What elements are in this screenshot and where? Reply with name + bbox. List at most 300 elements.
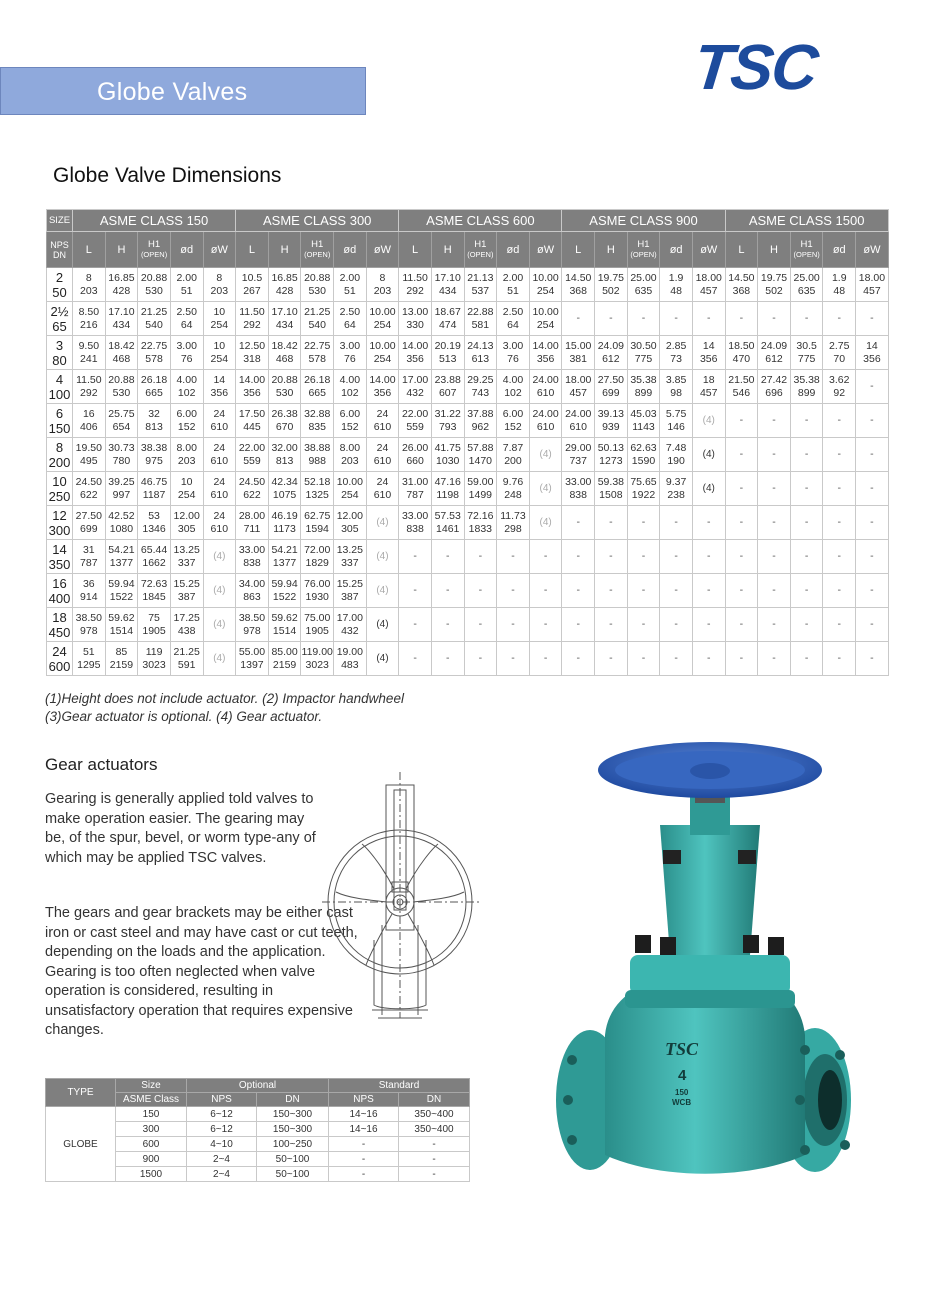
dimension-cell <box>236 336 269 370</box>
dn-value: 350 <box>48 556 71 572</box>
mm-value: 1514 <box>272 624 297 637</box>
dimension-cell <box>334 608 367 642</box>
inch-value: 50.13 <box>597 441 624 454</box>
class-header: ASME CLASS 600 <box>399 210 562 232</box>
dimension-cell <box>301 506 334 540</box>
mm-value: 92 <box>833 386 846 399</box>
column-header: H <box>431 232 464 268</box>
mm-value: 1273 <box>599 454 623 467</box>
inch-value: 2.85 <box>665 339 687 352</box>
inch-value: 52.18 <box>304 475 331 488</box>
h1-label: H1 <box>474 238 487 250</box>
inch-value: 25.75 <box>108 407 135 420</box>
inch-value: 65.44 <box>140 543 168 556</box>
dimension-cell <box>105 574 138 608</box>
mm-value: 483 <box>341 658 359 671</box>
mm-value: 610 <box>536 420 555 433</box>
inch-value: 5.75 <box>665 407 687 420</box>
size-cell <box>47 438 73 472</box>
h1-open-label: (OPEN) <box>630 249 657 259</box>
empty-cell: - <box>725 574 758 608</box>
inch-value: 6.00 <box>502 407 524 420</box>
dimension-cell <box>464 302 497 336</box>
mm-value: 152 <box>504 420 522 433</box>
gear-paragraph-1: Gearing is generally applied told valves to make operation easier. The gearing may be, of the spur, bevel, or worm type-any of which may be applied TSC valves. <box>45 791 316 866</box>
dimension-cell <box>236 642 269 676</box>
mm-value: 1522 <box>272 590 297 603</box>
empty-cell: - <box>856 302 889 336</box>
empty-cell: - <box>758 404 791 438</box>
inch-value: 54.21 <box>108 543 135 556</box>
empty-cell: - <box>627 608 660 642</box>
inch-value: 10.00 <box>532 305 559 318</box>
mm-value: 1829 <box>305 556 329 569</box>
inch-value: 57.53 <box>434 509 461 522</box>
dimension-cell <box>464 336 497 370</box>
inch-value: 22.88 <box>467 305 494 318</box>
mm-value: 1377 <box>109 556 134 569</box>
empty-cell: - <box>823 302 856 336</box>
inch-value: 12.50 <box>238 339 266 352</box>
dimension-cell <box>236 268 269 302</box>
gear-section-title: Gear actuators <box>45 755 158 774</box>
inch-value: 32.00 <box>271 441 298 454</box>
mm-value: 502 <box>765 284 783 297</box>
mm-value: 793 <box>438 420 457 433</box>
inch-value: 25.00 <box>630 271 657 284</box>
dimension-cell <box>334 642 367 676</box>
mm-value: 1833 <box>468 522 493 535</box>
nps-value: 2½ <box>50 303 69 319</box>
note-cell: (4) <box>203 608 236 642</box>
nps-value: 16 <box>52 575 67 591</box>
dimension-cell <box>725 268 758 302</box>
mm-value: 200 <box>504 454 522 467</box>
inch-value: 18.42 <box>108 339 135 352</box>
inch-value: 10.00 <box>369 339 396 352</box>
empty-cell: - <box>790 302 823 336</box>
inch-value: 14.00 <box>238 373 266 386</box>
mm-value: 76 <box>507 352 519 365</box>
dimension-cell <box>334 370 367 404</box>
table-row <box>47 302 889 336</box>
inch-value: 17.10 <box>108 305 135 318</box>
inch-value: 26.00 <box>401 441 429 454</box>
dn-value: 65 <box>52 318 67 334</box>
inch-value: 11.50 <box>239 305 265 318</box>
dimension-cell <box>562 438 595 472</box>
tsc-logo: TSC <box>690 31 820 103</box>
dimension-cell <box>203 336 236 370</box>
gear-cell: 150~300 <box>257 1107 329 1122</box>
mm-value: 428 <box>112 284 131 297</box>
mm-value: 654 <box>112 420 131 433</box>
inch-value: 10 <box>180 475 193 488</box>
mm-value: 330 <box>406 318 424 331</box>
inch-value: 33.00 <box>238 543 266 556</box>
dimension-cell <box>399 302 432 336</box>
mm-value: 997 <box>112 488 131 501</box>
h1-open-label: (OPEN) <box>467 249 494 259</box>
empty-cell: - <box>790 404 823 438</box>
dimension-cell <box>856 268 889 302</box>
inch-value: 17.50 <box>238 407 266 420</box>
inch-value: 31.22 <box>434 407 461 420</box>
dn-value: 250 <box>48 488 71 504</box>
dn-label: DN <box>53 249 66 260</box>
dimension-cell <box>268 336 301 370</box>
banner-title: Globe Valves <box>97 78 248 106</box>
dimension-cell <box>464 268 497 302</box>
mm-value: 1080 <box>109 522 134 535</box>
dimension-cell <box>170 608 203 642</box>
inch-value: 3.00 <box>339 339 361 352</box>
inch-value: 24.09 <box>760 339 788 352</box>
empty-cell: - <box>399 574 432 608</box>
gear-cell: 600 <box>116 1137 187 1152</box>
mm-value: 914 <box>80 590 98 603</box>
empty-cell: - <box>856 370 889 404</box>
mm-value: 665 <box>145 386 163 399</box>
size-cell <box>47 302 73 336</box>
dimension-cell <box>268 438 301 472</box>
dimension-cell <box>203 302 236 336</box>
inch-value: 17.25 <box>173 611 200 624</box>
size-header: Size <box>116 1079 187 1093</box>
mm-value: 102 <box>177 386 196 399</box>
inch-value: 8.50 <box>78 305 100 318</box>
mm-value: 1590 <box>631 454 656 467</box>
dimension-cell <box>595 472 628 506</box>
dimension-cell <box>268 302 301 336</box>
note-cell: (4) <box>203 574 236 608</box>
gear-cell: 350~400 <box>399 1122 470 1137</box>
dimension-cell <box>497 302 530 336</box>
dimension-cell <box>399 404 432 438</box>
inch-value: 21.25 <box>173 645 200 658</box>
dimension-cell <box>431 336 464 370</box>
empty-cell: - <box>790 472 823 506</box>
empty-cell: - <box>758 472 791 506</box>
inch-value: 34.00 <box>238 577 266 590</box>
gear-cell: - <box>399 1152 470 1167</box>
inch-value: 18 <box>702 373 715 386</box>
column-header <box>464 232 497 268</box>
dimension-cell <box>660 438 693 472</box>
inch-value: 45.03 <box>630 407 657 420</box>
nps-value: 6 <box>55 405 64 421</box>
empty-cell: - <box>627 506 660 540</box>
dimension-cell <box>170 268 203 302</box>
inch-value: 25.00 <box>793 271 820 284</box>
inch-value: 53 <box>148 509 160 522</box>
mm-value: 1346 <box>142 522 166 535</box>
dimension-cell <box>268 608 301 642</box>
mm-value: 428 <box>275 284 294 297</box>
mm-value: 1470 <box>468 454 493 467</box>
inch-value: 1.9 <box>668 271 684 284</box>
dimension-cell <box>105 642 138 676</box>
gear-cell: 6~12 <box>187 1122 257 1137</box>
dimension-cell <box>138 574 171 608</box>
inch-value: 27.50 <box>597 373 624 386</box>
empty-cell: - <box>725 608 758 642</box>
empty-cell: - <box>790 642 823 676</box>
mm-value: 813 <box>145 420 163 433</box>
dimension-cell <box>73 302 106 336</box>
inch-value: 119 <box>145 645 163 658</box>
inch-value: 3.85 <box>665 373 687 386</box>
dn-value: 400 <box>48 590 71 606</box>
empty-cell: - <box>856 642 889 676</box>
mm-value: 610 <box>210 522 229 535</box>
dimension-cell <box>138 472 171 506</box>
dimension-cell <box>105 540 138 574</box>
mm-value: 610 <box>536 386 555 399</box>
empty-cell: - <box>562 506 595 540</box>
empty-cell: - <box>823 472 856 506</box>
mm-value: 1075 <box>272 488 297 501</box>
mm-value: 610 <box>210 420 229 433</box>
mm-value: 696 <box>765 386 783 399</box>
dn-value: 50 <box>52 284 67 300</box>
dimension-cell <box>301 574 334 608</box>
mm-value: 787 <box>406 488 424 501</box>
mm-value: 457 <box>863 284 881 297</box>
inch-value: 9.76 <box>502 475 524 488</box>
nps-value: 24 <box>52 643 67 659</box>
mm-value: 540 <box>308 318 326 331</box>
inch-value: 75.65 <box>630 475 657 488</box>
dimension-cell <box>236 472 269 506</box>
inch-value: 59.38 <box>597 475 624 488</box>
dimension-cell <box>334 438 367 472</box>
inch-value: 35.38 <box>630 373 657 386</box>
mm-value: 1198 <box>436 488 460 501</box>
inch-value: 2.50 <box>339 305 361 318</box>
inch-value: 42.34 <box>271 475 298 488</box>
mm-value: 978 <box>80 624 98 637</box>
dimension-cell <box>627 370 660 404</box>
footnote-line: (1)Height does not include actuator. (2) Impactor handwheel <box>45 691 404 706</box>
mm-value: 838 <box>243 556 261 569</box>
empty-cell: - <box>660 608 693 642</box>
inch-value: 32.88 <box>304 407 331 420</box>
dimension-cell <box>366 438 399 472</box>
mm-value: 254 <box>536 284 555 297</box>
mm-value: 457 <box>699 386 718 399</box>
empty-cell: - <box>660 506 693 540</box>
inch-value: 57.88 <box>467 441 494 454</box>
footnote-line: (3)Gear actuator is optional. (4) Gear actuator. <box>45 709 323 724</box>
empty-cell: - <box>823 642 856 676</box>
mm-value: 975 <box>145 454 163 467</box>
mm-value: 203 <box>80 284 98 297</box>
inch-value: 19.50 <box>75 441 102 454</box>
size-cell <box>47 370 73 404</box>
mm-value: 254 <box>536 318 555 331</box>
mm-value: 254 <box>373 318 392 331</box>
dimension-cell <box>138 438 171 472</box>
inch-value: 9.37 <box>665 475 687 488</box>
mm-value: 610 <box>210 488 229 501</box>
dimension-cell <box>73 404 106 438</box>
mm-value: 51 <box>343 284 356 297</box>
mm-value: 387 <box>341 590 359 603</box>
empty-cell: - <box>431 574 464 608</box>
inch-value: 24 <box>376 475 389 488</box>
dimension-cell <box>790 268 823 302</box>
dimension-cell <box>138 404 171 438</box>
mm-value: 337 <box>177 556 196 569</box>
mm-value: 190 <box>667 454 685 467</box>
inch-value: 8 <box>216 271 223 284</box>
empty-cell: - <box>431 642 464 676</box>
empty-cell: - <box>497 574 530 608</box>
mm-value: 612 <box>765 352 783 365</box>
dimension-cell <box>790 370 823 404</box>
empty-cell: - <box>856 404 889 438</box>
dimension-cell <box>105 302 138 336</box>
dimension-cell <box>301 642 334 676</box>
dimension-cell <box>660 268 693 302</box>
mm-value: 102 <box>504 386 522 399</box>
inch-value: 14.00 <box>369 373 396 386</box>
mm-value: 248 <box>504 488 522 501</box>
dimension-cell <box>497 336 530 370</box>
note-cell: (4) <box>692 438 725 472</box>
dimension-cell <box>366 268 399 302</box>
dimension-cell <box>562 404 595 438</box>
empty-cell: - <box>725 472 758 506</box>
mm-value: 660 <box>406 454 424 467</box>
mm-value: 51 <box>507 284 519 297</box>
inch-value: 35.38 <box>793 373 820 386</box>
asme-class-header: ASME Class <box>116 1093 187 1107</box>
inch-value: 11.73 <box>500 509 526 522</box>
gear-cell: 4~10 <box>187 1137 257 1152</box>
mm-value: 607 <box>438 386 457 399</box>
dimension-cell <box>497 268 530 302</box>
valve-brand-mark: TSC <box>665 1039 699 1059</box>
dimension-cell <box>236 574 269 608</box>
dimension-cell <box>73 336 106 370</box>
inch-value: 16 <box>82 407 95 420</box>
dimension-cell <box>758 370 791 404</box>
inch-value: 7.87 <box>502 441 524 454</box>
mm-value: 1508 <box>599 488 623 501</box>
empty-cell: - <box>399 540 432 574</box>
mm-value: 1325 <box>305 488 329 501</box>
inch-value: 72.63 <box>140 577 168 590</box>
mm-value: 98 <box>670 386 682 399</box>
inch-value: 59.62 <box>271 611 298 624</box>
table-row <box>47 268 889 302</box>
dimension-cell <box>660 370 693 404</box>
mm-value: 203 <box>177 454 196 467</box>
mm-value: 381 <box>569 352 587 365</box>
mm-value: 1499 <box>468 488 493 501</box>
dimension-cell <box>203 438 236 472</box>
inch-value: 38.50 <box>238 611 266 624</box>
inch-value: 39.25 <box>108 475 135 488</box>
column-header <box>138 232 171 268</box>
dimension-cell <box>138 608 171 642</box>
dimension-cell <box>431 370 464 404</box>
dimension-cell <box>236 438 269 472</box>
dimension-cell <box>301 268 334 302</box>
dimension-cell <box>725 370 758 404</box>
mm-value: 356 <box>373 386 392 399</box>
empty-cell: - <box>692 506 725 540</box>
gear-cell: 300 <box>116 1122 187 1137</box>
dimension-cell <box>73 438 106 472</box>
column-header: L <box>73 232 106 268</box>
column-header: L <box>236 232 269 268</box>
mm-value: 513 <box>438 352 457 365</box>
inch-value: 18.00 <box>565 373 592 386</box>
inch-value: 14.50 <box>728 271 755 284</box>
mm-value: 1522 <box>109 590 134 603</box>
gear-table-body <box>46 1107 470 1182</box>
dimension-cell <box>105 268 138 302</box>
gear-cell: 6~12 <box>187 1107 257 1122</box>
inch-value: 15.00 <box>565 339 592 352</box>
dimension-cell <box>431 472 464 506</box>
dimension-cell <box>170 438 203 472</box>
mm-value: 775 <box>797 352 816 365</box>
mm-value: 787 <box>80 556 98 569</box>
empty-cell: - <box>856 472 889 506</box>
mm-value: 64 <box>343 318 356 331</box>
mm-value: 863 <box>243 590 261 603</box>
dimension-cell <box>497 438 530 472</box>
dn-value: 200 <box>48 454 71 470</box>
h1-label: H1 <box>637 238 650 250</box>
mm-value: 610 <box>373 420 392 433</box>
inch-value: 30.73 <box>108 441 135 454</box>
mm-value: 457 <box>569 386 587 399</box>
inch-value: 24.50 <box>238 475 266 488</box>
inch-value: 8.00 <box>339 441 361 454</box>
gear-cell: - <box>399 1167 470 1182</box>
empty-cell: - <box>562 608 595 642</box>
table-row <box>47 336 889 370</box>
table-row <box>47 404 889 438</box>
size-cell <box>47 608 73 642</box>
nps-value: 12 <box>52 507 67 523</box>
inch-value: 10.00 <box>532 271 559 284</box>
gear-cell: 50~100 <box>257 1152 329 1167</box>
dimension-cell <box>334 574 367 608</box>
dimension-cell <box>399 370 432 404</box>
dimension-cell <box>138 336 171 370</box>
mm-value: 368 <box>569 284 587 297</box>
standard-dn-header: DN <box>399 1093 470 1107</box>
note-cell: (4) <box>529 438 562 472</box>
note-cell: (4) <box>692 472 725 506</box>
size-cell <box>47 540 73 574</box>
mm-value: 540 <box>145 318 163 331</box>
dimension-cell <box>627 472 660 506</box>
mm-value: 838 <box>406 522 424 535</box>
nps-dn-header <box>47 232 73 268</box>
empty-cell: - <box>399 608 432 642</box>
column-header <box>627 232 660 268</box>
mm-value: 51 <box>180 284 193 297</box>
inch-value: 21.25 <box>140 305 168 318</box>
mm-value: 76 <box>180 352 193 365</box>
